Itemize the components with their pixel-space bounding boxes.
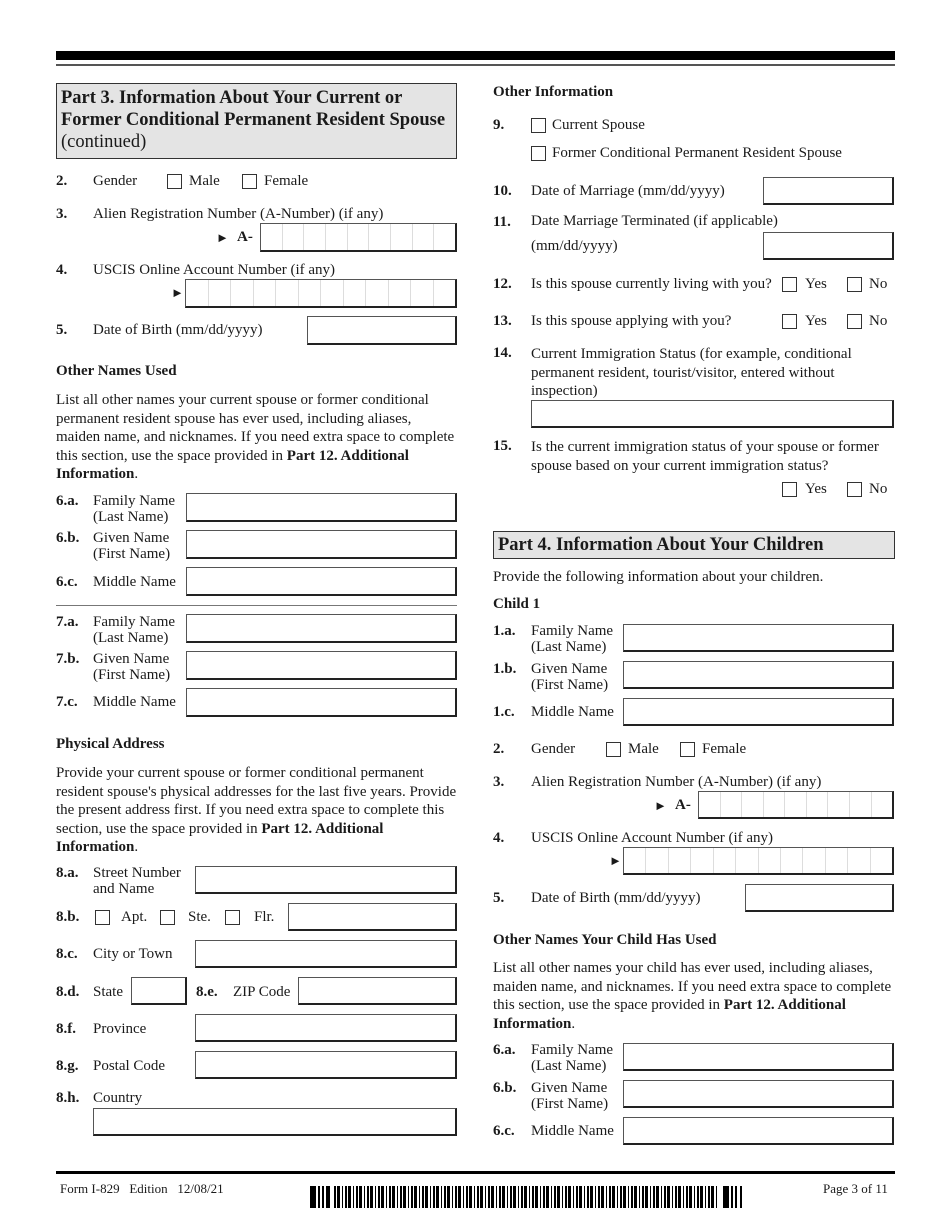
child-middle-name-input[interactable] [623,698,894,726]
living-with-no-label: No [869,276,888,292]
q8e-label: ZIP Code [233,984,291,1000]
unit-number-input[interactable] [288,903,457,931]
name-6a-number: 6.a. [56,493,79,509]
header-thin-rule [56,64,895,66]
pdf417-barcode [310,1186,742,1208]
marriage-terminated-date-input[interactable] [763,232,894,260]
child-female-checkbox[interactable] [680,742,695,757]
q8f-number: 8.f. [56,1021,76,1037]
name-7a-number: 7.a. [56,614,79,630]
name-7b-label: Given Name (First Name) [93,651,171,683]
q12-label: Is this spouse currently living with you? [531,276,772,292]
q8h-label: Country [93,1090,143,1106]
part4-intro: Provide the following information about your children. [493,569,824,585]
postal-code-input[interactable] [195,1051,457,1079]
gender-female-checkbox[interactable] [242,174,257,189]
child-uscis-account-input[interactable] [623,847,894,875]
gender-male-checkbox[interactable] [167,174,182,189]
q9-number: 9. [493,117,505,133]
q4-number: 4. [56,262,68,278]
immigration-status-input[interactable] [531,400,894,428]
child-1a-number: 1.a. [493,623,516,639]
q2-number: 2. [56,173,68,189]
child-male-checkbox[interactable] [606,742,621,757]
apt-label: Apt. [121,909,148,925]
marriage-date-input[interactable] [763,177,894,205]
q14-number: 14. [493,345,512,361]
other-names-instructions: List all other names your current spouse or former conditional permanent resident spouse has ever used, including aliases, maiden name, and nicknames. If you need extra space to complete this section, use the space provided in Part 12. Additional Information. [56,392,455,482]
name-6c-number: 6.c. [56,574,78,590]
child1-heading: Child 1 [493,596,541,612]
child-other-family-name-input[interactable] [623,1043,894,1071]
state-input[interactable] [131,977,187,1005]
q10-number: 10. [493,183,512,199]
middle-name-6c-input[interactable] [186,567,457,596]
applying-with-no-label: No [869,313,888,329]
q8g-number: 8.g. [56,1058,79,1074]
living-with-no-checkbox[interactable] [847,277,862,292]
status-based-no-checkbox[interactable] [847,482,862,497]
name-7c-label: Middle Name [93,694,176,710]
q8d-number: 8.d. [56,984,80,1000]
family-name-6a-input[interactable] [186,493,457,522]
arrow-right-icon: ► [171,285,184,300]
child-q3-label: Alien Registration Number (A-Number) (if any) [531,774,822,790]
child-1c-number: 1.c. [493,704,515,720]
applying-with-no-checkbox[interactable] [847,314,862,329]
spouse-dob-input[interactable] [307,316,457,345]
child-family-name-input[interactable] [623,624,894,652]
child-q4-label: USCIS Online Account Number (if any) [531,830,774,846]
part3-title-line2: Former Conditional Permanent Resident Spouse [61,110,446,130]
child-6a-number: 6.a. [493,1042,516,1058]
child-q4-number: 4. [493,830,505,846]
q4-label: USCIS Online Account Number (if any) [93,262,336,278]
q8a-label: Street Number and Name [93,865,181,897]
child-other-middle-name-input[interactable] [623,1117,894,1145]
part3-continued: (continued) [61,132,147,152]
child-1b-number: 1.b. [493,661,517,677]
child-female-label: Female [702,741,747,757]
edition-label: Edition [129,1181,168,1196]
child-6c-label: Middle Name [531,1123,614,1139]
q5-label: Date of Birth (mm/dd/yyyy) [93,322,263,338]
province-input[interactable] [195,1014,457,1042]
child-1a-label: Family Name (Last Name) [531,623,614,655]
child-6c-number: 6.c. [493,1123,515,1139]
q8e-number: 8.e. [196,984,218,1000]
child-other-given-name-input[interactable] [623,1080,894,1108]
child-given-name-input[interactable] [623,661,894,689]
a-number-prefix: A- [237,229,253,245]
name-7c-number: 7.c. [56,694,78,710]
child-a-number-input[interactable] [698,791,894,819]
child-other-names-heading: Other Names Your Child Has Used [493,932,717,948]
arrow-right-icon: ► [654,798,667,813]
q8c-number: 8.c. [56,946,78,962]
page-number: Page 3 of 11 [823,1181,888,1196]
q8b-number: 8.b. [56,909,80,925]
middle-name-7c-input[interactable] [186,688,457,717]
name-set-divider [56,605,457,606]
applying-with-yes-label: Yes [805,313,827,329]
child-q2-number: 2. [493,741,505,757]
edition-date: 12/08/21 [177,1181,224,1196]
name-6b-number: 6.b. [56,530,80,546]
ste-checkbox[interactable] [160,910,175,925]
family-name-7a-input[interactable] [186,614,457,643]
status-based-yes-checkbox[interactable] [782,482,797,497]
form-number: Form I-829 [60,1181,120,1196]
footer-rule [56,1171,895,1174]
child-other-names-instructions: List all other names your child has ever used, including aliases, maiden name, and nicknames. If you need extra space to complete this section, use the space provided in Part 12. Additional Information. [493,960,892,1032]
child-6a-label: Family Name (Last Name) [531,1042,614,1074]
name-7a-label: Family Name (Last Name) [93,614,176,646]
flr-label: Flr. [254,909,275,925]
apt-checkbox[interactable] [95,910,110,925]
child-a-number-prefix: A- [675,797,691,813]
part12-reference: Part 12. Additional Information [493,997,846,1032]
gender-male-label: Male [189,173,220,189]
part12-reference: Part 12. Additional Information [56,447,409,482]
uscis-account-input[interactable] [185,279,457,308]
part3-header [56,83,457,159]
other-names-heading: Other Names Used [56,363,177,379]
gender-female-label: Female [264,173,309,189]
living-with-yes-checkbox[interactable] [782,277,797,292]
q11-number: 11. [493,214,511,230]
status-based-no-label: No [869,481,888,497]
q8g-label: Postal Code [93,1058,166,1074]
part12-reference: Part 12. Additional Information [56,820,384,855]
child-male-label: Male [628,741,659,757]
child-6b-label: Given Name (First Name) [531,1080,609,1112]
status-based-yes-label: Yes [805,481,827,497]
q5-number: 5. [56,322,68,338]
name-6c-label: Middle Name [93,574,176,590]
given-name-6b-input[interactable] [186,530,457,559]
given-name-7b-input[interactable] [186,651,457,680]
q2-label: Gender [93,173,138,189]
q10-label: Date of Marriage (mm/dd/yyyy) [531,183,725,199]
part4-header: Part 4. Information About Your Children [493,531,895,559]
physical-address-instructions: Provide your current spouse or former conditional permanent resident spouse's physical addresses for the last five years. Provide the present address first. If you need extra space to complete this section, use the space provided in Part 12. Additional Information. [56,765,457,855]
q11-format: (mm/dd/yyyy) [531,238,618,254]
child-q5-label: Date of Birth (mm/dd/yyyy) [531,890,701,906]
child-q2-label: Gender [531,741,576,757]
q8h-number: 8.h. [56,1090,80,1106]
other-info-heading: Other Information [493,84,614,100]
child-q3-number: 3. [493,774,505,790]
q14-label: Current Immigration Status (for example, conditional permanent resident, tourist/visitor, entered without inspection) [531,346,852,399]
zip-input[interactable] [298,977,457,1005]
applying-with-yes-checkbox[interactable] [782,314,797,329]
q15-number: 15. [493,438,512,454]
q8d-label: State [93,984,123,1000]
q13-label: Is this spouse applying with you? [531,313,732,329]
child-1c-label: Middle Name [531,704,614,720]
arrow-right-icon: ► [216,230,229,245]
q15-label: Is the current immigration status of your spouse or former spouse based on your current immigration status? [531,439,879,474]
name-7b-number: 7.b. [56,651,80,667]
footer-form-info [60,1181,224,1197]
flr-checkbox[interactable] [225,910,240,925]
city-input[interactable] [195,940,457,968]
child-6b-number: 6.b. [493,1080,517,1096]
q3-label: Alien Registration Number (A-Number) (if any) [93,206,384,222]
header-thick-rule [56,51,895,60]
q13-number: 13. [493,313,512,329]
part3-title-line1: Part 3. Information About Your Current or [61,88,403,108]
ste-label: Ste. [188,909,211,925]
child-dob-input[interactable] [745,884,894,912]
former-spouse-label: Former Conditional Permanent Resident Spouse [552,145,842,161]
living-with-yes-label: Yes [805,276,827,292]
physical-address-heading: Physical Address [56,736,165,752]
arrow-right-icon: ► [609,853,622,868]
former-spouse-checkbox[interactable] [531,146,546,161]
child-q5-number: 5. [493,890,505,906]
q3-number: 3. [56,206,68,222]
q11-label: Date Marriage Terminated (if applicable) [531,213,778,229]
street-input[interactable] [195,866,457,894]
name-6a-label: Family Name (Last Name) [93,493,176,525]
a-number-input[interactable] [260,223,457,252]
q8c-label: City or Town [93,946,173,962]
current-spouse-checkbox[interactable] [531,118,546,133]
child-1b-label: Given Name (First Name) [531,661,609,693]
current-spouse-label: Current Spouse [552,117,645,133]
q8f-label: Province [93,1021,147,1037]
q12-number: 12. [493,276,512,292]
name-6b-label: Given Name (First Name) [93,530,171,562]
country-input[interactable] [93,1108,457,1136]
q8a-number: 8.a. [56,865,79,881]
